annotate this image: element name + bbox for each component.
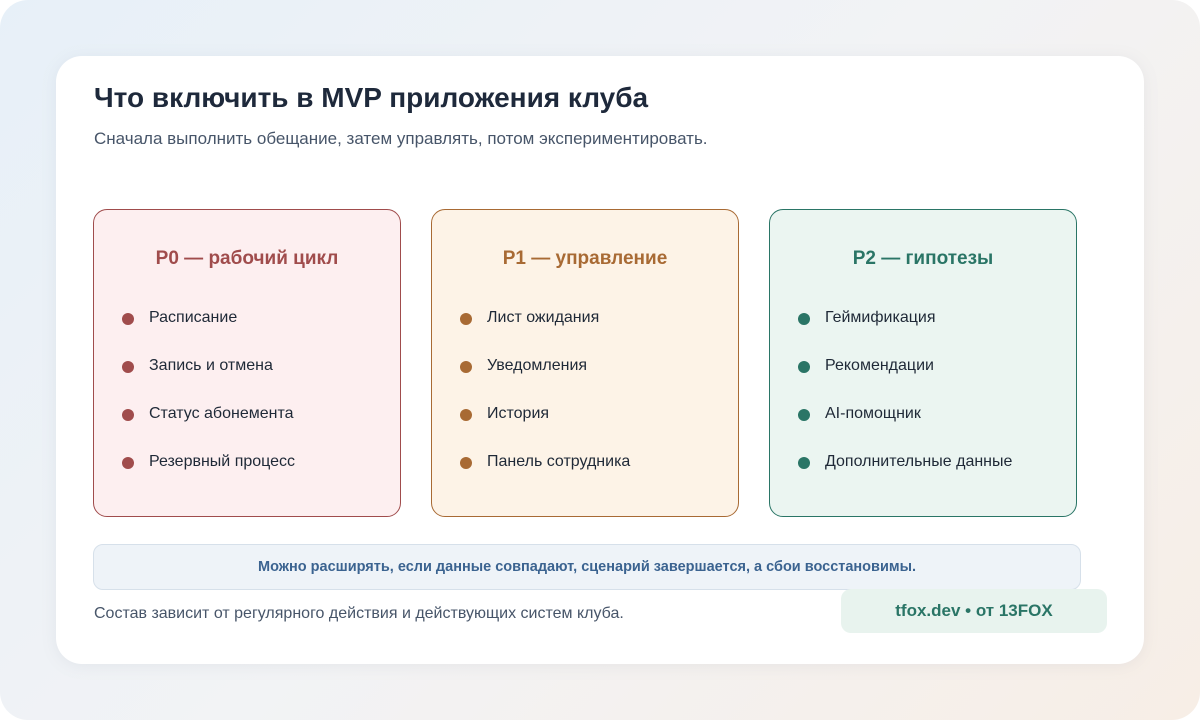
column-list-p0 <box>122 308 390 500</box>
page-title: Что включить в MVP приложения клуба <box>94 82 649 113</box>
list-item <box>798 452 1066 500</box>
list-item <box>122 452 390 500</box>
content-card <box>56 56 1144 664</box>
bullet-dot-icon <box>798 457 810 469</box>
credit-text: tfox.dev • от 13FOX <box>895 601 1053 620</box>
list-item-label: Запись и отмена <box>149 357 273 374</box>
list-item-label: Лист ожидания <box>487 309 600 326</box>
bullet-dot-icon <box>460 457 472 469</box>
bullet-dot-icon <box>460 409 472 421</box>
page-subtitle: Сначала выполнить обещание, затем управлять, потом экспериментировать. <box>94 129 708 148</box>
bullet-dot-icon <box>460 313 472 325</box>
bullet-dot-icon <box>798 409 810 421</box>
column-title-p0: P0 — рабочий цикл <box>155 248 339 269</box>
list-item <box>798 404 1066 452</box>
list-item <box>122 404 390 452</box>
bullet-dot-icon <box>460 361 472 373</box>
list-item-label: Дополнительные данные <box>825 453 1013 470</box>
condition-banner <box>93 544 1081 590</box>
list-item-label: Рекомендации <box>825 357 934 374</box>
list-item-label: Геймификация <box>825 309 936 326</box>
list-item <box>798 356 1066 404</box>
list-item-label: Расписание <box>149 309 238 326</box>
priority-column-p0 <box>93 209 401 517</box>
credit-badge <box>841 589 1107 633</box>
bullet-dot-icon <box>798 361 810 373</box>
list-item <box>460 308 728 356</box>
list-item-label: AI-помощник <box>825 405 921 422</box>
priority-column-p2 <box>769 209 1077 517</box>
bullet-dot-icon <box>122 409 134 421</box>
list-item-label: История <box>487 405 550 422</box>
list-item <box>460 452 728 500</box>
list-item-label: Резервный процесс <box>149 453 296 470</box>
column-title-p1: P1 — управление <box>502 248 668 269</box>
bullet-dot-icon <box>122 457 134 469</box>
list-item <box>122 308 390 356</box>
priority-column-p1 <box>431 209 739 517</box>
column-title-p2: P2 — гипотезы <box>852 248 994 269</box>
list-item <box>798 308 1066 356</box>
bullet-dot-icon <box>122 313 134 325</box>
list-item-label: Панель сотрудника <box>487 453 631 470</box>
list-item-label: Статус абонемента <box>149 405 294 422</box>
column-list-p1 <box>460 308 728 500</box>
footnote: Состав зависит от регулярного действия и действующих систем клуба. <box>94 605 624 622</box>
list-item <box>460 404 728 452</box>
bullet-dot-icon <box>122 361 134 373</box>
bullet-dot-icon <box>798 313 810 325</box>
list-item <box>460 356 728 404</box>
banner-text: Можно расширять, если данные совпадают, сценарий завершается, а сбои восстановимы. <box>257 559 917 575</box>
list-item-label: Уведомления <box>487 357 588 374</box>
list-item <box>122 356 390 404</box>
column-list-p2 <box>798 308 1066 500</box>
